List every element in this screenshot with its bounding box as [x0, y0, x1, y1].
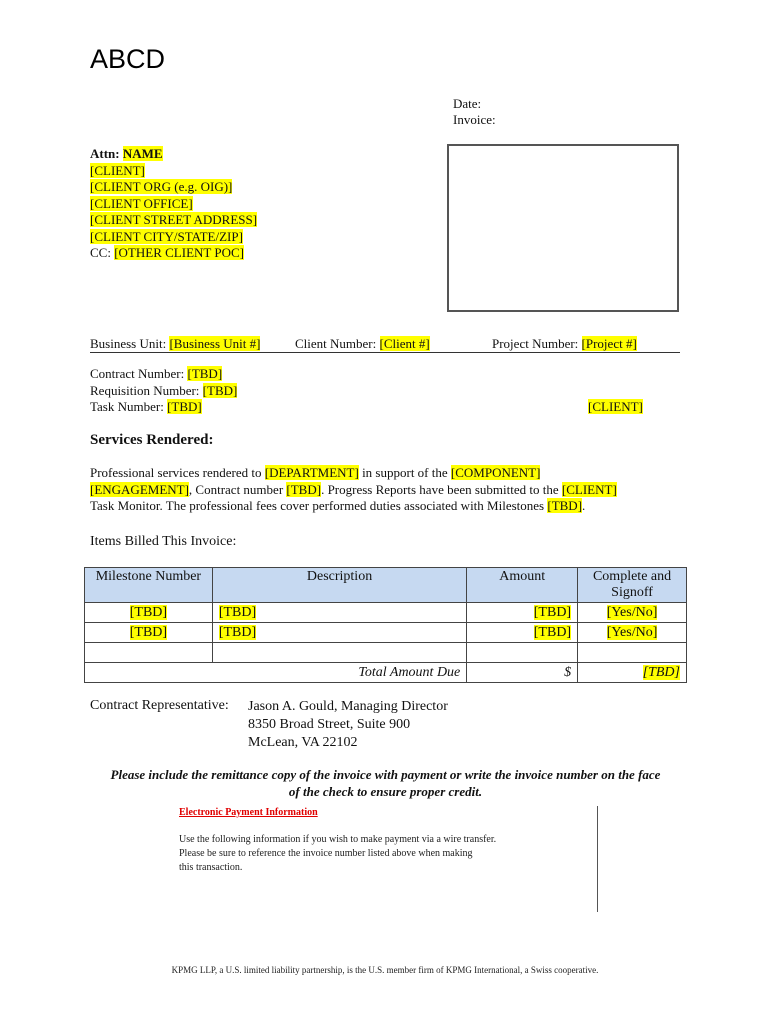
payment-heading: Electronic Payment Information — [179, 807, 318, 818]
requisition-value: [TBD] — [202, 382, 238, 398]
project-number — [492, 336, 637, 353]
services-heading: Services Rendered: — [90, 432, 214, 448]
column-header: Milestone Number — [85, 568, 213, 603]
total-label: Total Amount Due — [85, 663, 467, 683]
payment-line-3: this transaction. — [179, 862, 243, 873]
department-placeholder: [DEPARTMENT] — [264, 465, 359, 480]
items-heading: Items Billed This Invoice: — [90, 534, 237, 549]
services-text-2: in support of the — [358, 465, 451, 480]
rep-label: Contract Representative: — [90, 698, 229, 713]
milestone-cell: [TBD] — [129, 624, 168, 640]
amount-cell: [TBD] — [533, 604, 572, 620]
project-number-value: [Project #] — [581, 336, 637, 351]
services-text-3: , Contract number — [188, 481, 287, 497]
signoff-cell: [Yes/No] — [606, 604, 658, 620]
address-window-box — [447, 144, 679, 312]
divider — [90, 352, 680, 353]
table-row-empty — [85, 643, 687, 663]
client-city: [CLIENT CITY/STATE/ZIP] — [90, 228, 243, 244]
requisition-label: Requisition Number: — [90, 382, 200, 398]
remittance-line-2: of the check to ensure proper credit. — [288, 783, 483, 799]
remittance-note — [84, 767, 687, 800]
services-text-4: . Progress Reports have been submitted to the — [321, 481, 562, 497]
signoff-cell: [Yes/No] — [606, 624, 658, 640]
description-cell: [TBD] — [218, 604, 257, 620]
contract-placeholder: [TBD] — [286, 481, 322, 497]
component-placeholder: [COMPONENT] — [450, 465, 541, 480]
milestone-cell: [TBD] — [129, 604, 168, 620]
contract-value: [TBD] — [187, 366, 223, 381]
rep-name: Jason A. Gould, Managing Director — [248, 699, 448, 714]
client-placeholder: [CLIENT] — [561, 481, 617, 497]
payment-info — [179, 833, 496, 875]
date-label: Date: — [453, 96, 482, 111]
payment-divider — [597, 806, 598, 912]
items-table — [84, 567, 687, 683]
payment-line-2: Please be sure to reference the invoice number listed above when making — [179, 848, 473, 859]
client-tag: [CLIENT] — [588, 399, 643, 414]
services-text-1: Professional services rendered to — [90, 465, 265, 480]
total-value: [TBD] — [642, 664, 680, 680]
rep-street: 8350 Broad Street, Suite 900 — [248, 717, 411, 732]
table-row — [85, 603, 687, 623]
attn-label: Attn: — [90, 146, 120, 161]
client-street: [CLIENT STREET ADDRESS] — [90, 212, 258, 227]
milestones-placeholder: [TBD] — [547, 498, 583, 513]
task-value: [TBD] — [167, 399, 202, 414]
total-currency: $ — [467, 663, 578, 683]
client-number — [295, 336, 430, 353]
engagement-placeholder: [ENGAGEMENT] — [90, 481, 189, 497]
rep-block — [248, 698, 448, 752]
amount-cell: [TBD] — [533, 624, 572, 640]
company-logo-text: ABCD — [90, 44, 166, 74]
services-text-6: . — [582, 498, 586, 513]
business-unit-label: Business Unit: — [90, 336, 167, 351]
project-number-label: Project Number: — [492, 336, 579, 351]
contract-label: Contract Number: — [90, 366, 185, 381]
footer-text: KPMG LLP, a U.S. limited liability partnership, is the U.S. member firm of KPMG International, a Swiss cooperative. — [171, 965, 599, 975]
task-label: Task Number: — [90, 399, 164, 414]
column-header: Amount — [467, 568, 578, 603]
description-cell: [TBD] — [218, 624, 257, 640]
client-number-label: Client Number: — [295, 336, 377, 351]
table-header-row — [85, 568, 687, 603]
total-row — [85, 663, 687, 683]
cc-label: CC: — [90, 245, 111, 260]
client-office: [CLIENT OFFICE] — [90, 195, 193, 211]
address-block — [90, 146, 257, 262]
client-number-value: [Client #] — [379, 336, 430, 351]
table-row — [85, 623, 687, 643]
remittance-line-1: Please include the remittance copy of the invoice with payment or write the invoice number on the face — [110, 767, 661, 782]
invoice-label: Invoice: — [453, 112, 496, 127]
business-unit-value: [Business Unit #] — [169, 336, 261, 351]
attn-name: NAME — [122, 146, 163, 161]
cc-value: [OTHER CLIENT POC] — [114, 245, 244, 260]
client-name: [CLIENT] — [90, 162, 145, 178]
services-text-5: Task Monitor. The professional fees cover performed duties associated with Milestones — [90, 498, 548, 513]
business-unit — [90, 336, 260, 353]
column-header: Complete and Signoff — [578, 568, 687, 603]
column-header: Description — [212, 568, 466, 603]
payment-line-1: Use the following information if you wish to make payment via a wire transfer. — [179, 834, 497, 845]
services-paragraph — [90, 465, 690, 515]
rep-city: McLean, VA 22102 — [248, 735, 358, 750]
contract-info — [90, 366, 237, 416]
client-org: [CLIENT ORG (e.g. OIG)] — [90, 179, 233, 194]
